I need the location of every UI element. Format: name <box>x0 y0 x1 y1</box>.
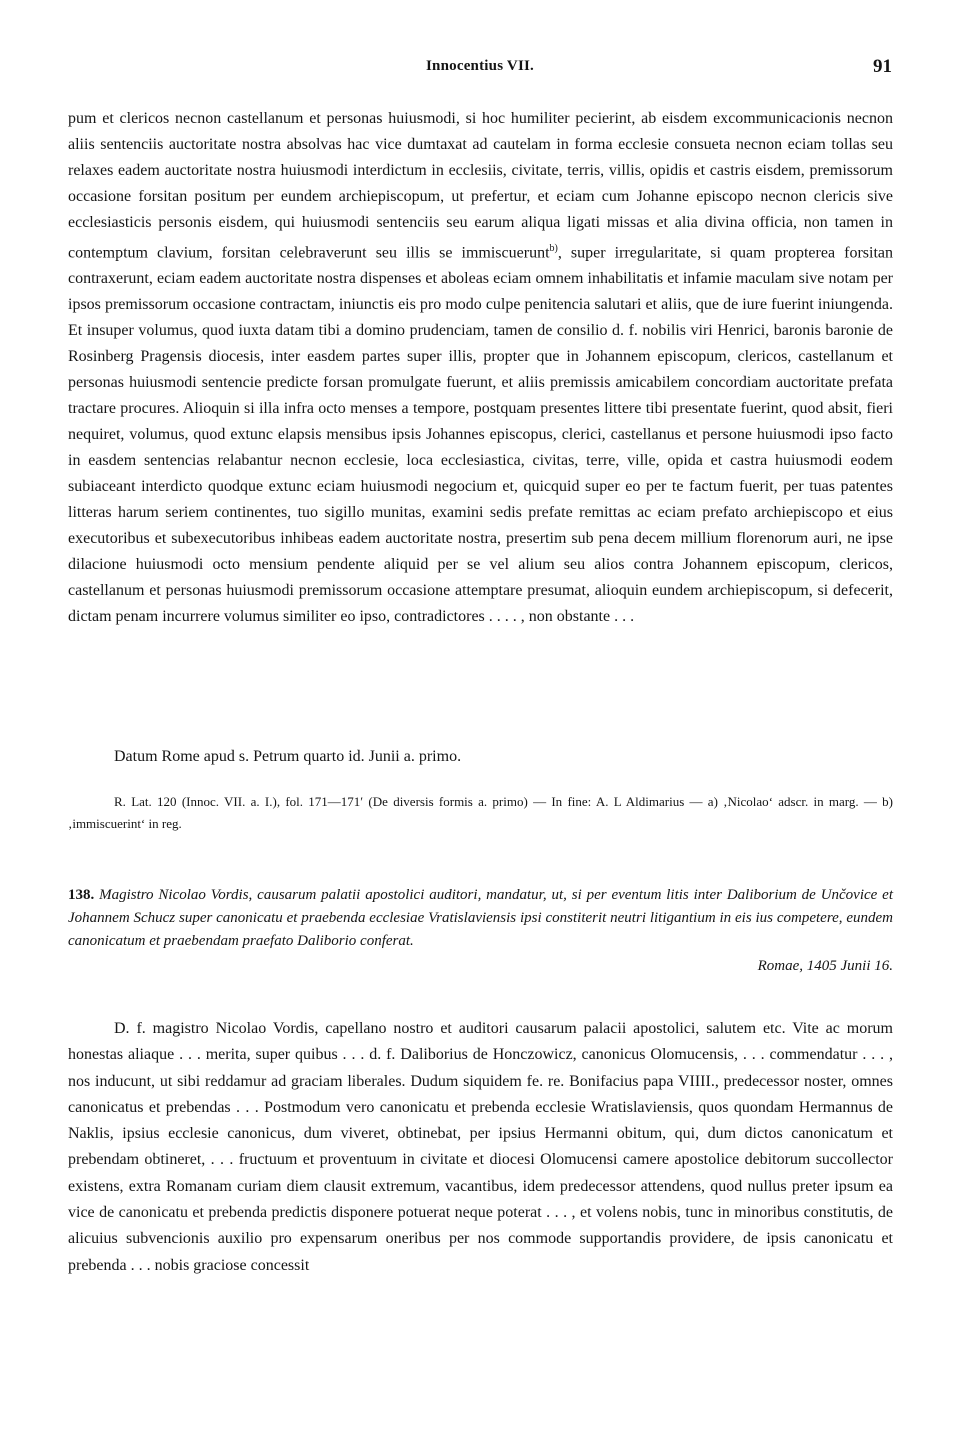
running-head <box>0 56 960 86</box>
continued-letter-text <box>68 106 893 630</box>
dating-clause: Datum Rome apud s. Petrum quarto id. Junii a. primo. <box>114 748 462 765</box>
entry-regest <box>68 884 893 953</box>
entry-number: 138. <box>68 887 95 903</box>
page-number: 91 <box>873 56 892 77</box>
letter-paragraph <box>68 106 893 630</box>
letter-paragraph-start: pum et clericos necnon castellanum et personas huiusmodi, si hoc humiliter pecierint, ab eisdem excommunicacionis necnon aliis sentenciis auctoritate nostra absolvas hac vice dumtaxat ad cautelam in forma ecclesie consueta necnon eciam tollas seu relaxes eadem auctoritate nostra huiusmodi interdictum in ecclesiis, civitate, terris, villis, opidis et castris eisdem, premissorum occasione forsitan positum per eundem archiepiscopum, ut prefertur, et eciam cum Johanne episcopo necnon clericis sive ecclesiasticis personis eisdem, qui huiusmodi sentenciis seu earum aliqua ligati missas et alia divina officia, non tamen in contemptum clavium, forsitan celebraverunt seu illis se immiscuerunt <box>68 110 893 262</box>
letter-paragraph-rest: , super irregularitate, si quam propterea forsitan contraxerunt, eciam eadem auctoritate nostra dispenses et aboleas eciam omnem inhabilitatis et infamie maculam sive notam per ipsos premissorum occasione contractam, iniunctis eis pro modo culpe penitencia salutari et aliis, que de iure fuerint iniungenda. Et insuper volumus, quod iuxta datam tibi a domino prudenciam, tamen de consilio d. f. nobilis viri Henrici, baronis baronie de Rosinberg Pragensis diocesis, inter easdem partes super illis, propter que in Johannem episcopum, clericos, castellanum et personas huiusmodi sentencie predicte forsan promulgate fuerunt, et aliis premissis amicabilem concordiam auctoritate prefata tractare procures. Alioquin si illa infra octo menses a tempore, postquam presentes littere tibi presentate fuerint, quod absit, fieri nequiret, volumus, quod extunc elapsis mensibus ipsis Johannes episcopus, clerici, castellanus et persone huiusmodi ipso facto in easdem sentencias relabantur necnon ecclesie, loca ecclesiastica, civitas, terre, ville, opida et castra huiusmodi eodem subiaceant interdicto quodque extunc eciam huiusmodi negocium et, quicquid super eo per te factum fuerit, per tuas patentes litteras harum seriem continentes, tuo sigillo munitas, examini sedis prefate remittas ac eciam prefato archiepiscopo et eius executoribus et subexecutoribus inhibeas eadem auctoritate nostra, presertim sub pena decem millium florenorum auri, ne ipse dilacione huiusmodi octo mensium pendente aliquid per se vel alium seu alios contra Johannem episcopum, clericos, castellanum et personas huiusmodi premissorum occasione attemptare presumat, alioquin eundem archiepiscopum, si defecerit, dictam penam incurrere volumus similiter eo ipso, contradictores . . . . , non obstante . . . <box>68 244 893 626</box>
entry-text: D. f. magistro Nicolao Vordis, capellano nostro et auditori causarum palacii apostolici, salutem etc. Vite ac morum honestas aliaque . . . merita, super quibus . . . d. f. Daliborius de Honczowicz, canonicus Olomucensis, . . . commendatur . . . , nos inducunt, ut sibi reddamur ad graciam liberales. Dudum siquidem fe. re. Bonifacius papa VIIII., predecessor noster, omnes canonicatus et prebendas . . . Postmodum vero canonicatu et prebenda ecclesie Wratislaviensis, quos quondam Hermannus de Naklis, ipsius ecclesie canonicus, dum viveret, obtinebat, per ipsius Hermanni obitum, qui, dum dictos canonicatum et prebendam obtineret, . . . fructuum et proventuum in civitate et diocesi Olomucensi camere apostolice debitorum succollector existens, extra Romanam curiam diem clausit extremum, vacantibus, idem predecessor attendens, quod nullus preter ipsum ea vice de canonicatu et prebenda predictis disponere potuerat neque poterat . . . , et volens nobis, tunc in minoribus constitutis, de alicuius subvencionis auxilio pro expensarum oneribus per nos commode supportandis providere, de ipsis canonicatu et prebenda . . . nobis graciose concessit <box>68 1020 893 1274</box>
critical-apparatus: R. Lat. 120 (Innoc. VII. a. I.), fol. 171—171′ (De diversis formis a. primo) — In fine: A. L Aldimarius — a) ‚Nicolao‘ adscr. in marg. — b) ‚immiscuerint‘ in reg. <box>68 794 893 831</box>
running-title: Innocentius VII. <box>426 58 534 74</box>
regest-text: Magistro Nicolao Vordis, causarum palatii apostolici auditori, mandatur, ut, si per eventum litis inter Daliborium de Unčovice et Johannem Schucz super canonicatu et praebenda ecclesiae Vratislaviensis ipsi constiterit neutri litigantium in eis ius competere, eundem canonicatum et praebendam praefato Daliborio conferat. <box>68 887 894 949</box>
footnote-mark-b: b) <box>549 243 558 254</box>
entry-date: Romae, 1405 Junii 16. <box>757 958 893 974</box>
